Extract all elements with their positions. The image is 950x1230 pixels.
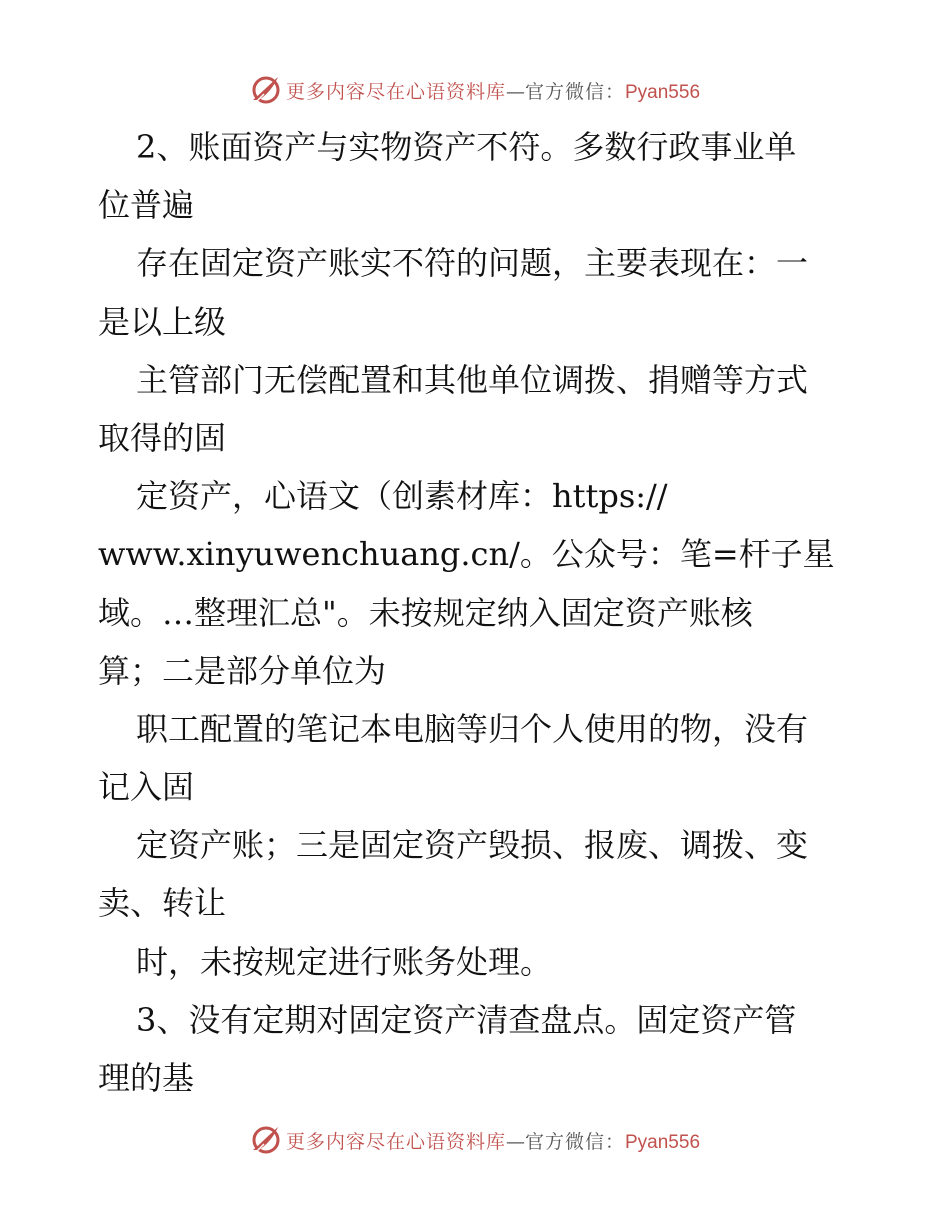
text-line: 是以上级 bbox=[98, 302, 227, 341]
document-body bbox=[98, 118, 858, 1107]
text-line: www.xinyuwenchuang.cn/。公众号：笔=杆子星 bbox=[98, 535, 835, 574]
text-line: 主管部门无偿配置和其他单位调拨、捐赠等方式 bbox=[136, 360, 809, 399]
header-watermark bbox=[0, 70, 950, 110]
text-line: 位普遍 bbox=[98, 186, 195, 225]
quill-pen-logo-icon bbox=[250, 1124, 282, 1156]
watermark-text: 更多内容尽在心语资料库—官方微信：Pyan556 bbox=[285, 1130, 701, 1153]
text-line: 3、没有定期对固定资产清查盘点。固定资产管 bbox=[136, 1000, 797, 1039]
footer-watermark bbox=[0, 1120, 950, 1160]
text-line: 定资产，心语文（创素材库：https:// bbox=[136, 477, 668, 516]
quill-pen-logo-icon bbox=[250, 74, 282, 106]
text-line: 2、账面资产与实物资产不符。多数行政事业单 bbox=[136, 128, 797, 166]
watermark-text: 更多内容尽在心语资料库—官方微信：Pyan556 bbox=[285, 80, 701, 103]
text-line: 取得的固 bbox=[98, 418, 227, 457]
text-line: 记入固 bbox=[98, 768, 195, 807]
text-line: 存在固定资产账实不符的问题，主要表现在：一 bbox=[136, 244, 809, 283]
text-line: 理的基 bbox=[98, 1059, 195, 1097]
text-line: 域。…整理汇总"。未按规定纳入固定资产账核 bbox=[98, 593, 753, 632]
text-line: 时，未按规定进行账务处理。 bbox=[136, 942, 553, 981]
text-line: 定资产账；三是固定资产毁损、报废、调拨、变 bbox=[136, 826, 809, 865]
text-line: 算；二是部分单位为 bbox=[98, 651, 387, 690]
text-line: 职工配置的笔记本电脑等归个人使用的物，没有 bbox=[136, 709, 809, 748]
text-line: 卖、转让 bbox=[98, 884, 227, 923]
